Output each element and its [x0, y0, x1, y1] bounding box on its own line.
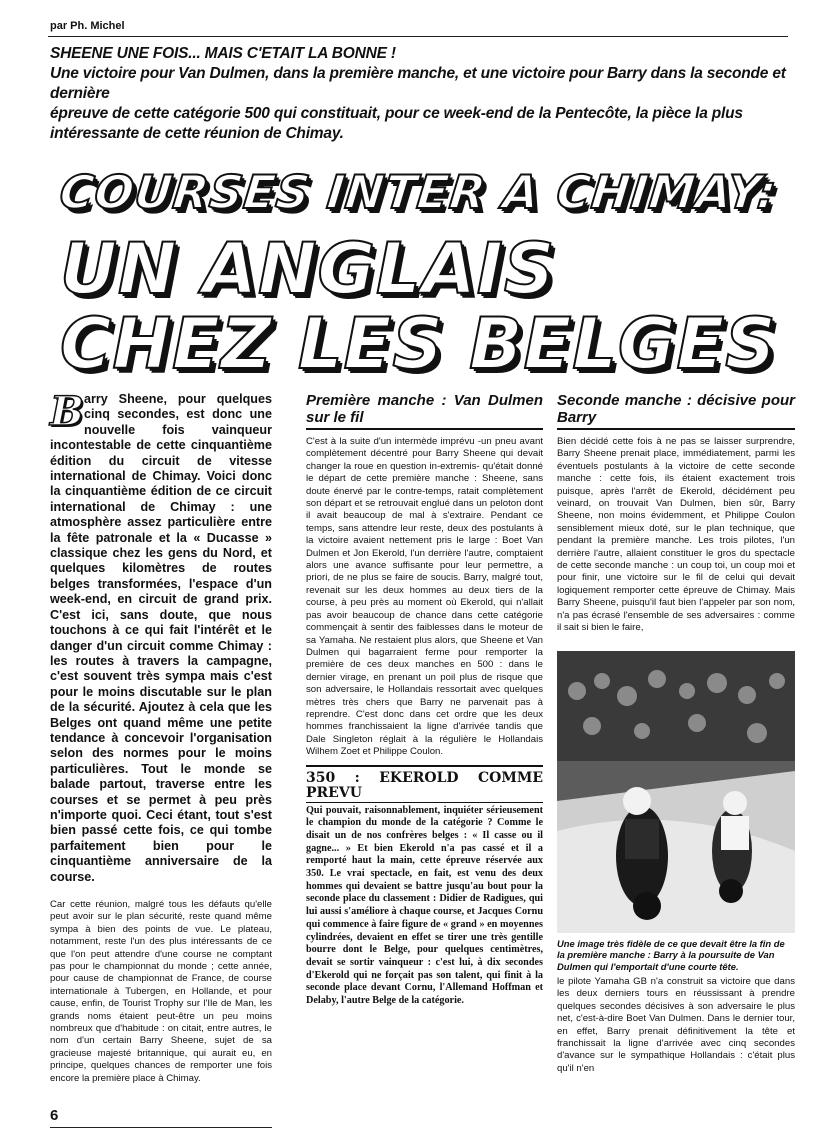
- body-text-continued: le pilote Yamaha GB n'a construit sa victoire que dans les deux derniers tours en réussissant à prendre quelques secondes décisives à son adversaire le plus net, c'est-à-dire Boet Van Dulmen. Dans le dernier tour, en effet, Barry prenait définitivement la tête et franchissait la ligne d'arrivée avec cinq secondes d'avance sur le sympathique Hollandais : c'était plus qu'il n'en: [557, 976, 795, 1074]
- race-photo-image: [557, 651, 795, 933]
- intro-line: épreuve de cette catégorie 500 qui constituait, pour ce week-end de la Pentecôte, la pièce la plus: [50, 105, 743, 122]
- intro-kicker: SHEENE UNE FOIS... MAIS C'ETAIT LA BONNE !: [50, 45, 396, 62]
- section-divider: [306, 765, 543, 767]
- headline-line-2: CHEZ LES BELGES: [60, 303, 777, 385]
- column-3: [557, 392, 795, 635]
- page-number: 6: [50, 1107, 59, 1124]
- headline-line-1: UN ANGLAIS: [60, 228, 556, 310]
- column-2: [306, 392, 543, 1008]
- body-text: C'est à la suite d'un intermède imprévu -un pneu avant complètement décentré pour Barry Sheene qui devait changer la roue en question in-extremis- qu'était donné le départ de cette première manche : Sheene, sans doute énervé par le contre-temps, ratait complètement son départ et se retrouvait englué dans un peloton dont il avait beaucoup de mal à s'extraire. Pendant ce temps, sans attendre leur reste, deux des postulants à la victoire avaient nettement pris le large : Boet Van Dulmen et Jon Ekerold, l'un derrière l'autre, comptaient alors une avance suffisante pour leur permettre, a priori, de ne plus se faire de soucis. Barry, malgré tout, revenait sur les deux hommes au deux tiers de la course, à peu près au moment où Ekerold, qui n'allait pas avoir beaucoup de chance dans cette catégorie commençait à sentir des faiblesses dans le moteur de sa Yamaha. Ne restaient plus alors, que Sheene et Van Dulmen qui bagarraient ferme pour remporter la première de ces deux manches en 500 : dans le dernier virage, en prenant un poil plus de risque que son adversaire, le Hollandais ressortait avec quelques mètres très chers que Barry ne parvenait pas à reprendre. C'est donc dans cet ordre que les deux hommes franchissaient la ligne d'arrivée tandis que Dale Singleton réglait à la régulière le Hollandais Wilhem Zoet et Philippe Coulon.: [306, 436, 543, 758]
- column-1: [50, 388, 272, 1085]
- photo-caption: Une image très fidèle de ce que devait être la fin de la première manche : Barry à la poursuite de Van Dulmen qui l'emportait d'une courte tête.: [557, 938, 785, 972]
- intro-block: [50, 44, 790, 144]
- body-text: Bien décidé cette fois à ne pas se laisser surprendre, Barry Sheene prenait place, immédiatement, parmi les éventuels postulants à la victoire de cette seconde manche : cette fois, ils étaient exactement trois puisque, après l'arrêt de Ekerold, décidément peu veinard, on trouvait Van Dulmen, bien sûr, Barry Sheene, non moins évidemment, et Philippe Coulon sensiblement mieux doté, sur le plan technique, que pendant la première manche. Les trois pilotes, l'un derrière l'autre, allaient constituer le gros du spectacle de cette seconde manche : un coup toi, un coup moi et pour finir, une victoire sur le fil de celui qui devait logiquement remporter cette épreuve de Chimay. Mais Barry Sheene, puisqu'il faut bien l'appeler par son nom, n'a pas écrasé l'ensemble de ses adversaires : comme il sait si bien le faire,: [557, 436, 795, 634]
- intro-line: intéressante de cette réunion de Chimay.: [50, 125, 344, 142]
- bottom-rule: [50, 1127, 272, 1128]
- section-heading-350: 350 : EKEROLD COMME PREVU: [306, 769, 543, 801]
- race-photo: [557, 651, 795, 933]
- body-text: Car cette réunion, malgré tous les défauts qu'elle peut avoir sur le plan sécurité, reste quand même sympa à bien des points de vue. Le plateau, notamment, reste l'un des plus intéressants de ce que l'on peut attendre d'une course ne comptant pas pour le championnat du monde ; cette année, pour cause de championnat de France, de course internationale à Tubergen, en Hollande, et pour cause, enfin, de Tourist Trophy sur l'Ile de Man, les grands noms étaient peut-être un peu moins nombreux que d'habitude : on citait, entre autres, le nom d'un certain Barry Sheene, sujet de sa gracieuse majesté britannique, qui aurait eu, en principe, quelques chances de remporter une fois encore la première place à Chimay.: [50, 899, 272, 1084]
- section-heading: Seconde manche : décisive pour Barry: [557, 392, 795, 430]
- body-text-350: Qui pouvait, raisonnablement, inquiéter sérieusement le champion du monde de la catégorie ? Comme le disait un de nos confrères belges : « Il casse ou il gagne... » Et bien Ekerold n'a pas cassé et il a remporté haut la main, cette épreuve réservée aux 350. Le vrai spectacle, en fait, est venu des deux hommes qui devaient se battre jusqu'au bout pour la seconde place du classement : Didier de Radigues, qui lui aussi s'améliore à chaque course, et Jacques Cornu qui commence à faire figure de « grand » en moyennes cylindrées, devaient en effet se tirer une très gentille bourre dont le Belge, pour quelques centimètres, devait se sortir vainqueur : c'est lui, à dix secondes d'Ekerold qui ne forçait pas son talent, qui finit à la seconde place devant Cornu, l'Allemand Hoffman et Delaby, l'autre Belge de la catégorie.: [306, 804, 543, 1007]
- drop-cap: B: [50, 388, 84, 435]
- intro-line: Une victoire pour Van Dulmen, dans la première manche, et une victoire pour Barry dans la seconde et dernière: [50, 65, 786, 102]
- section-divider: [306, 802, 543, 803]
- lead-text: arry Sheene, pour quelques cinq secondes, est donc une nouvelle fois vainqueur incontestable de cette cinquantième édition du circuit de vitesse international de Chimay. Voici donc la cinquantième édition de ce circuit international de Chimay : une atmosphère assez particulière entre la fête patronale et la « Ducasse » classique chez les gens du Nord, et quelques kilomètres de routes belges transformées, l'espace d'un week-end, en circuit de grand prix. C'est ici, sans doute, que nous touchons à ce qui fait l'intérêt et le danger d'un circuit comme Chimay : les routes à travers la campagne, c'est souvent très sympa mais c'est pour le moins discutable sur le plan de la sécurité. Ajoutez à cela que les Belges ont quand même une petite tendance à concevoir l'organisation selon des normes pour le moins particulières. Tout le monde se balade partout, traverse entre les courses et se permet à peu près n'importe quoi. Ceci étant, tout s'est bien passé cette fois, ce qui tombe parfaitement bien pour le cinquantième anniversaire de la course.: [50, 392, 272, 884]
- lead-paragraph: [50, 388, 272, 885]
- byline: par Ph. Michel: [50, 20, 125, 32]
- section-heading: Première manche : Van Dulmen sur le fil: [306, 392, 543, 430]
- headline-kicker: COURSES INTER A CHIMAY:: [57, 165, 780, 219]
- top-rule: [48, 36, 788, 37]
